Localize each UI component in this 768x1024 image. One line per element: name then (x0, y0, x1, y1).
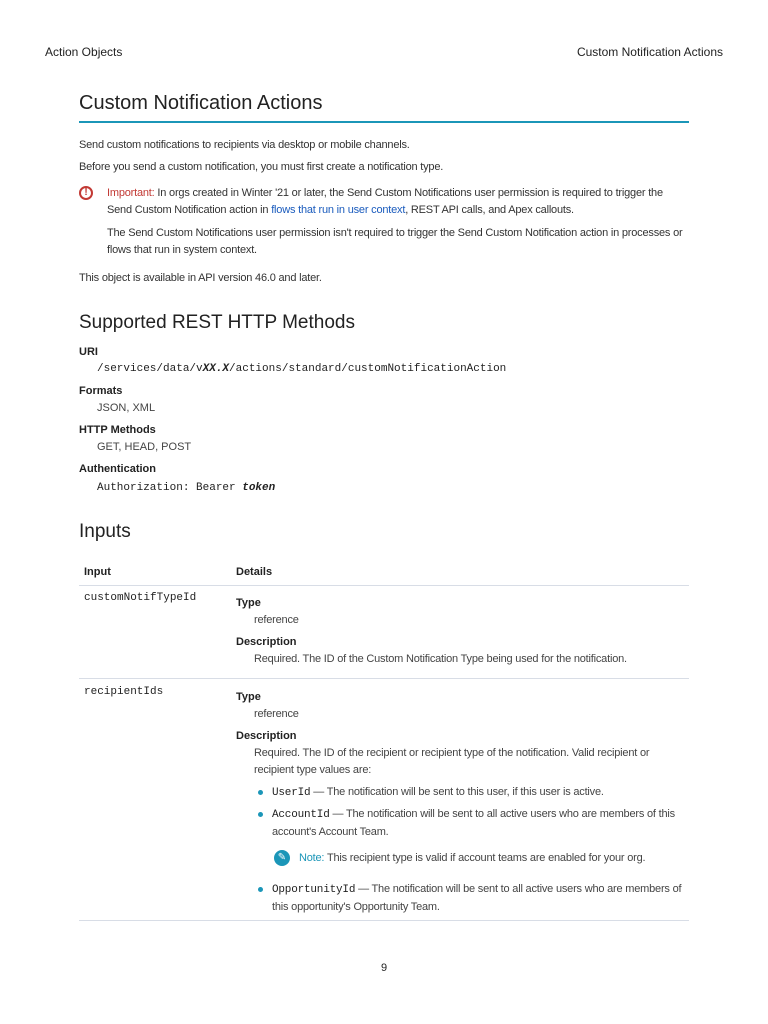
table-row-divider (79, 678, 689, 679)
column-header-details: Details (236, 566, 273, 578)
uri-label: URI (79, 346, 98, 358)
note-edit-icon: ✎ (274, 850, 290, 866)
note-body: This recipient type is valid if account teams are enabled for your org. (326, 852, 646, 864)
intro-paragraph-1: Send custom notifications to recipients via desktop or mobile channels. (79, 139, 410, 151)
page-title: Custom Notification Actions (79, 92, 689, 123)
running-header-left: Action Objects (45, 45, 123, 59)
note-text (299, 852, 645, 864)
note-label: Note: (299, 852, 325, 864)
description-label: Description (236, 730, 297, 742)
bullet-text: — The notification will be sent to this user, if this user is active. (310, 786, 604, 798)
authentication-value (97, 482, 275, 494)
page-number: 9 (380, 962, 388, 974)
intro-paragraph-2: Before you send a custom notification, you must first create a notification type. (79, 161, 444, 173)
important-text-after: , REST API calls, and Apex callouts. (405, 204, 574, 216)
bullet-dot-icon (258, 887, 263, 892)
uri-prefix: /services/data/v (97, 363, 203, 375)
availability-text: This object is available in API version 46.0 and later. (79, 272, 322, 284)
input-name-customNotifTypeId: customNotifTypeId (84, 592, 197, 604)
bullet-item-opportunityid (272, 881, 692, 916)
important-text-before: In orgs created in Winter '21 or later, the Send Custom Notifications user permission is required to trigger the Send Custom Notification action in (107, 187, 663, 216)
bullet-dot-icon (258, 812, 263, 817)
formats-label: Formats (79, 385, 123, 397)
flows-user-context-link[interactable]: flows that run in user context (271, 204, 406, 216)
description-value: Required. The ID of the Custom Notification Type being used for the notification. (254, 653, 627, 665)
auth-prefix: Authorization: Bearer (97, 482, 243, 494)
important-text-2: The Send Custom Notifications user permission isn't required to trigger the Send Custom Notification action in processes or flows that run in system context. (107, 227, 683, 256)
table-header-divider (79, 585, 689, 586)
column-header-input: Input (84, 566, 111, 578)
http-methods-label: HTTP Methods (79, 424, 156, 436)
description-label: Description (236, 636, 297, 648)
bullet-dot-icon (258, 790, 263, 795)
type-label: Type (236, 691, 261, 703)
uri-version: XX.X (202, 363, 230, 375)
input-name-recipientIds: recipientIds (84, 686, 164, 698)
bullet-text: — The notification will be sent to all active users who are members of this account's Account Team. (272, 808, 675, 838)
http-methods-value: GET, HEAD, POST (97, 441, 192, 453)
bullet-code: UserId (272, 787, 311, 799)
auth-token: token (242, 482, 276, 494)
type-value: reference (254, 708, 299, 720)
type-label: Type (236, 597, 261, 609)
important-text (107, 185, 687, 219)
running-header-right: Custom Notification Actions (576, 45, 723, 59)
bullet-text: — The notification will be sent to all active users who are members of this opportunity's Opportunity Team. (272, 883, 682, 913)
bullet-item-userid (272, 784, 692, 802)
important-label: Important: (107, 187, 155, 199)
table-bottom-divider (79, 920, 689, 921)
inputs-heading: Inputs (79, 521, 131, 542)
authentication-label: Authentication (79, 463, 156, 475)
alert-circle-icon: ! (79, 186, 93, 200)
formats-value: JSON, XML (97, 402, 156, 414)
rest-methods-heading: Supported REST HTTP Methods (79, 312, 355, 333)
bullet-item-accountid (272, 806, 692, 841)
bullet-code: AccountId (272, 809, 330, 821)
bullet-code: OpportunityId (272, 884, 356, 896)
description-value: Required. The ID of the recipient or recipient type of the notification. Valid recipient or recipient type values are: (254, 747, 650, 776)
uri-value (97, 363, 506, 375)
uri-suffix: /actions/standard/customNotificationAction (229, 363, 507, 375)
type-value: reference (254, 614, 299, 626)
